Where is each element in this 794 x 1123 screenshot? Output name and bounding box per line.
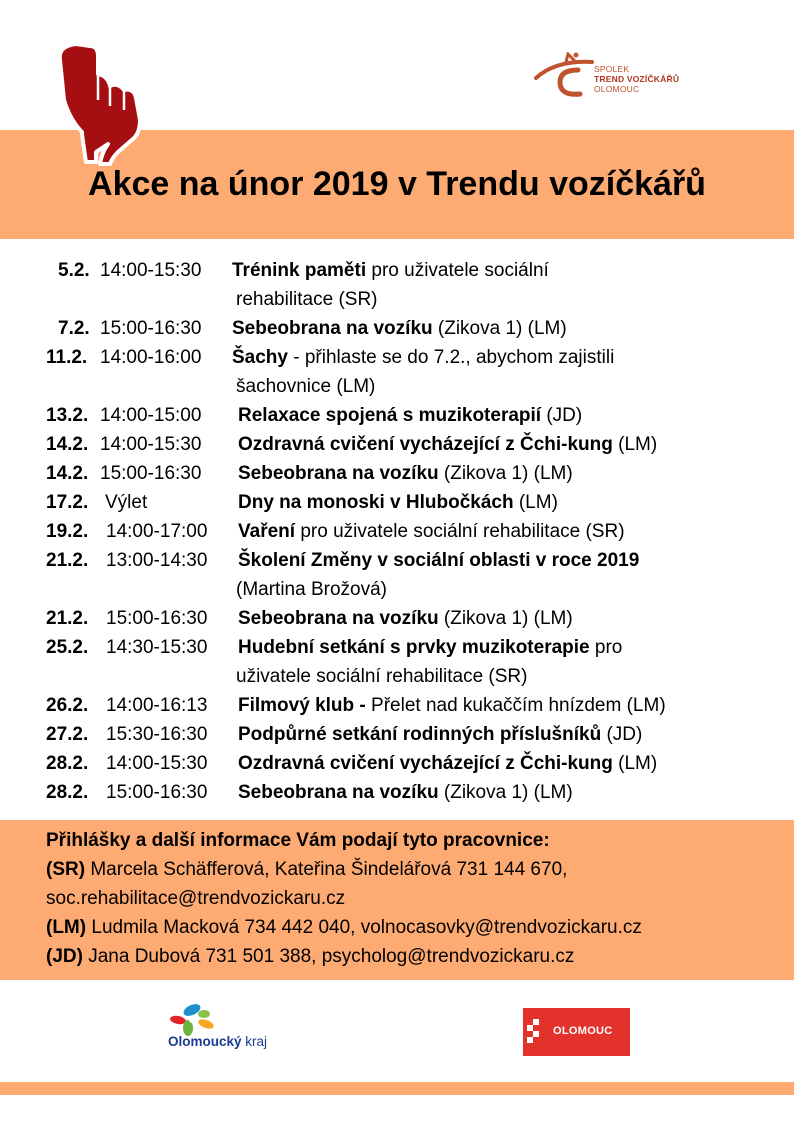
event-title: Trénink paměti	[232, 260, 367, 281]
event-description	[236, 662, 527, 691]
event-time: 13:00-14:30	[106, 550, 208, 571]
event-date: 26.2.	[46, 695, 89, 716]
event-date: 14.2.	[46, 434, 89, 455]
event-row	[0, 720, 794, 749]
event-row	[0, 633, 794, 662]
pointing-hand-icon	[52, 40, 147, 168]
event-title: Školení Změny v sociální oblasti v roce 2019	[238, 550, 640, 571]
event-description	[232, 314, 567, 343]
event-description	[238, 401, 582, 430]
event-details: (Zikova 1) (LM)	[432, 318, 567, 339]
event-description	[232, 343, 614, 372]
contact-jd-text[interactable]: Jana Dubová 731 501 388, psycholog@trendvozickaru.cz	[82, 946, 575, 967]
contact-sr-email[interactable]: soc.rehabilitace@trendvozickaru.cz	[46, 888, 346, 909]
event-description	[238, 778, 573, 807]
event-date: 17.2.	[46, 492, 89, 513]
event-title: Hudební setkání s prvky muzikoterapie	[238, 637, 590, 658]
event-time: 14:00-15:30	[106, 753, 208, 774]
event-details: (LM)	[612, 434, 658, 455]
event-time: 14:00-16:13	[106, 695, 208, 716]
event-title: Sebeobrana na vozíku	[238, 463, 439, 484]
event-time: 15:00-16:30	[100, 463, 202, 484]
kraj-name-rest: kraj	[241, 1034, 268, 1049]
event-time: 15:00-16:30	[106, 782, 208, 803]
event-title: Vaření	[238, 521, 296, 542]
olomouc-city-logo	[523, 1008, 630, 1056]
event-row	[0, 430, 794, 459]
event-description	[238, 691, 666, 720]
event-title: Dny na monoski v Hlubočkách	[238, 492, 514, 513]
event-date: 21.2.	[46, 608, 89, 629]
event-description	[238, 633, 622, 662]
event-description	[236, 285, 378, 314]
logo-line-3: OLOMOUC	[594, 84, 640, 94]
contact-info	[46, 826, 786, 971]
event-row	[0, 662, 794, 691]
event-row	[0, 459, 794, 488]
event-row	[0, 343, 794, 372]
event-row	[0, 575, 794, 604]
page-title: Akce na únor 2019 v Trendu vozíčkářů	[88, 165, 706, 203]
event-details: šachovnice (LM)	[236, 376, 376, 397]
event-date: 27.2.	[46, 724, 89, 745]
event-title: Filmový klub -	[238, 695, 366, 716]
event-details: (Martina Brožová)	[236, 579, 387, 600]
event-time: 15:00-16:30	[100, 318, 202, 339]
event-row	[0, 314, 794, 343]
event-title: Sebeobrana na vozíku	[232, 318, 433, 339]
event-details: (LM)	[612, 753, 658, 774]
event-row	[0, 401, 794, 430]
city-logo-text: OLOMOUC	[553, 1025, 613, 1037]
event-title: Podpůrné setkání rodinných příslušníků	[238, 724, 602, 745]
event-description	[238, 720, 642, 749]
event-time: 14:00-15:00	[100, 405, 202, 426]
event-details: (LM)	[513, 492, 558, 513]
event-date: 14.2.	[46, 463, 89, 484]
event-row	[0, 691, 794, 720]
event-time: 14:00-15:30	[100, 434, 202, 455]
event-title: Sebeobrana na vozíku	[238, 782, 439, 803]
event-title: Šachy	[232, 347, 288, 368]
event-description	[238, 749, 657, 778]
event-details: pro uživatele sociální	[366, 260, 549, 281]
event-details: (Zikova 1) (LM)	[438, 463, 573, 484]
event-row	[0, 778, 794, 807]
event-row	[0, 546, 794, 575]
event-details: uživatele sociální rehabilitace (SR)	[236, 666, 528, 687]
event-time: 14:00-17:00	[106, 521, 208, 542]
event-time: 14:30-15:30	[106, 637, 208, 658]
event-date: 13.2.	[46, 405, 89, 426]
event-description	[238, 459, 573, 488]
event-details: (JD)	[541, 405, 583, 426]
event-date: 21.2.	[46, 550, 89, 571]
event-date: 25.2.	[46, 637, 89, 658]
event-details: - přihlaste se do 7.2., abychom zajistili	[287, 347, 615, 368]
event-details: (Zikova 1) (LM)	[438, 782, 573, 803]
event-date: 7.2.	[58, 318, 90, 339]
event-row	[0, 517, 794, 546]
event-row	[0, 604, 794, 633]
footer-band	[0, 1082, 794, 1095]
event-details: (Zikova 1) (LM)	[438, 608, 573, 629]
event-description	[232, 256, 549, 285]
contact-lm-text[interactable]: Ludmila Macková 734 442 040, volnocasovky@trendvozickaru.cz	[86, 917, 642, 938]
event-time: 15:00-16:30	[106, 608, 208, 629]
event-details: Přelet nad kukaččím hnízdem (LM)	[365, 695, 666, 716]
event-time: 15:30-16:30	[106, 724, 208, 745]
event-row	[0, 372, 794, 401]
logo-line-1: SPOLEK	[594, 64, 630, 74]
contact-sr-code: (SR)	[46, 859, 86, 880]
event-description	[238, 488, 558, 517]
event-time: 14:00-16:00	[100, 347, 202, 368]
contact-lm-code: (LM)	[46, 917, 87, 938]
event-time: 14:00-15:30	[100, 260, 202, 281]
event-title: Sebeobrana na vozíku	[238, 608, 439, 629]
event-row	[0, 488, 794, 517]
event-date: 28.2.	[46, 753, 89, 774]
event-row	[0, 256, 794, 285]
contact-sr-text: Marcela Schäfferová, Kateřina Šindelářová 731 144 670,	[85, 859, 568, 880]
event-row	[0, 285, 794, 314]
event-description	[238, 517, 625, 546]
event-description	[236, 372, 375, 401]
kraj-name-bold: Olomoucký	[168, 1034, 242, 1049]
event-title: Ozdravná cvičení vycházející z Čchi-kung	[238, 753, 613, 774]
event-time: Výlet	[105, 492, 148, 513]
city-checker-icon	[523, 1008, 545, 1056]
event-title: Relaxace spojená s muzikoterapií	[238, 405, 542, 426]
event-title: Ozdravná cvičení vycházející z Čchi-kung	[238, 434, 613, 455]
event-description	[238, 430, 657, 459]
logo-line-2: TREND VOZÍČKÁŘŮ	[594, 74, 680, 84]
event-details: rehabilitace (SR)	[236, 289, 378, 310]
trend-vozickaru-logo	[532, 52, 692, 102]
event-row	[0, 749, 794, 778]
event-date: 19.2.	[46, 521, 89, 542]
event-date: 11.2.	[46, 347, 88, 368]
trend-logo-icon	[532, 52, 596, 102]
event-date: 28.2.	[46, 782, 89, 803]
event-details: pro uživatele sociální rehabilitace (SR)	[295, 521, 625, 542]
event-date: 5.2.	[58, 260, 90, 281]
event-details: (JD)	[601, 724, 643, 745]
event-description	[236, 575, 387, 604]
event-description	[238, 604, 573, 633]
olomoucky-kraj-logo	[160, 1000, 320, 1060]
contact-heading: Přihlášky a další informace Vám podají tyto pracovnice:	[46, 830, 550, 851]
contact-jd-code: (JD)	[46, 946, 83, 967]
event-details: pro	[589, 637, 623, 658]
event-description	[238, 546, 639, 575]
